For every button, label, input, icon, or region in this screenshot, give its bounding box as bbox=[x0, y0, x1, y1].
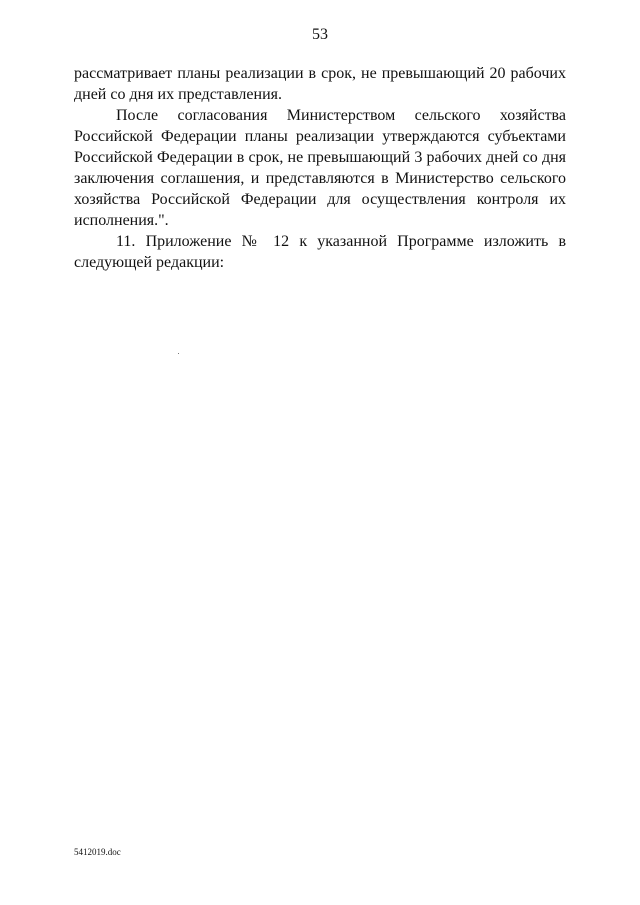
scan-speck bbox=[178, 353, 179, 354]
footer-file-code: 5412019.doc bbox=[74, 847, 121, 857]
paragraph-continuation: рассматривает планы реализации в срок, не превышающий 20 рабочих дней со дня их представления. bbox=[74, 65, 566, 103]
paragraph-item-11: 11. Приложение № 12 к указанной Программе изложить в следующей редакции: bbox=[74, 233, 566, 271]
paragraph-approval: После согласования Министерством сельского хозяйства Российской Федерации планы реализации утверждаются субъектами Российской Федерации в срок, не превышающий 3 рабочих дней со дня заключения соглашения, и представляются в Министерство сельского хозяйства Российской Федерации для осуществления контроля их исполнения.". bbox=[74, 107, 566, 229]
document-body bbox=[74, 63, 566, 273]
page-number: 53 bbox=[312, 26, 328, 43]
